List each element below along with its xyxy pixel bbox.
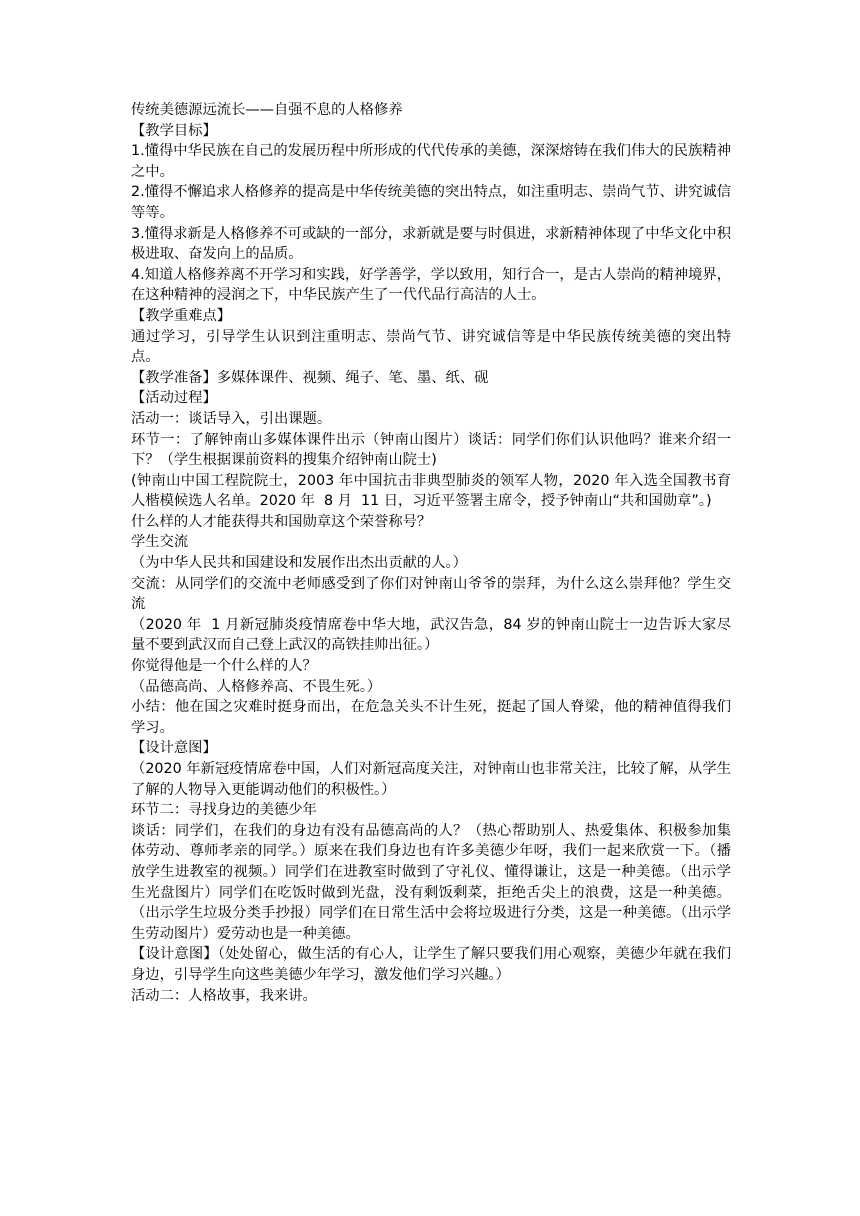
activity-2: 活动二：人格故事，我来讲。 — [131, 987, 317, 1004]
key-points-text: 通过学习，引导学生认识到注重明志、崇尚气节、讲究诚信等是中华民族传统美德的突出特点。 — [131, 328, 731, 366]
answer-1: （为中华人民共和国建设和发展作出杰出贡献的人。） — [131, 555, 467, 572]
design-heading-1: 【设计意图】 — [131, 740, 217, 757]
goal-item-4: 4.知道人格修养离不开学习和实践，好学善学，学以致用，知行合一，是古人崇尚的精神境界，在这种精神的浸润之下，中华民族产生了一代代品行高洁的人士。 — [131, 266, 731, 304]
goal-item-3: 3.懂得求新是人格修养不可或缺的一部分，求新就是要与时俱进，求新精神体现了中华文化中积极进取、奋发向上的品质。 — [131, 225, 731, 263]
step-2-text: 谈话：同学们，在我们的身边有没有品德高尚的人？（热心帮助别人、热爱集体、积极参加集体劳动、尊师孝亲的同学。）原来在我们身边也有许多美德少年呀，我们一起来欣赏一下。（播放学生进教室的视频。）同学们在进教室时做到了守礼仪、懂得谦让，这是一种美德。（出示学生光盘图片）同学们在吃饭时做到光盘，没有剩饭剩菜，拒绝舌尖上的浪费，这是一种美德。（出示学生垃圾分类手抄报）同学们在日常生活中会将垃圾进行分类，这是一种美德。（出示学生劳动图片）爱劳动也是一种美德。 — [131, 822, 731, 942]
exchange-2: 交流：从同学们的交流中老师感受到了你们对钟南山爷爷的崇拜，为什么这么崇拜他？学生交流 — [131, 575, 731, 613]
key-points-heading: 【教学重难点】 — [131, 307, 232, 324]
question-2: 你觉得他是一个什么样的人？ — [131, 658, 317, 675]
answer-2: （2020 年 1 月新冠肺炎疫情席卷中华大地，武汉告急，84 岁的钟南山院士一边告诉大家尽量不要到武汉而自己登上武汉的高铁挂帅出征。） — [131, 616, 731, 654]
document-page — [131, 100, 731, 1006]
preparation-line: 【教学准备】多媒体课件、视频、绳子、笔、墨、纸、砚 — [131, 369, 489, 386]
design-text-1: （2020 年新冠疫情席卷中国，人们对新冠高度关注，对钟南山也非常关注，比较了解，从学生了解的人物导入更能调动他们的积极性。） — [131, 761, 731, 798]
goal-item-1: 1.懂得中华民族在自己的发展历程中所形成的代代传承的美德，深深熔铸在我们伟大的民族精神之中。 — [131, 143, 731, 180]
document-title: 传统美德源远流长——自强不息的人格修养 — [131, 102, 403, 118]
zhong-bio: (钟南山中国工程院院士，2003 年中国抗击非典型肺炎的领军人物，2020 年入选全国教书育人楷模候选人名单。2020 年 8 月 11 日，习近平签署主席令，授予钟南山“共和国勋章”。) — [131, 472, 731, 510]
goals-heading: 【教学目标】 — [131, 122, 217, 139]
process-heading: 【活动过程】 — [131, 390, 217, 407]
answer-3: （品德高尚、人格修养高、不畏生死。） — [131, 678, 382, 695]
step-2: 环节二：寻找身边的美德少年 — [131, 802, 317, 819]
summary: 小结：他在国之灾难时挺身而出，在危急关头不计生死，挺起了国人脊梁，他的精神值得我们学习。 — [131, 699, 731, 736]
question-1: 什么样的人才能获得共和国勋章这个荣誉称号？ — [131, 513, 432, 530]
design-2: 【设计意图】（处处留心，做生活的有心人，让学生了解只要我们用心观察，美德少年就在我们身边，引导学生向这些美德少年学习，激发他们学习兴趣。） — [131, 946, 731, 983]
activity-1: 活动一：谈话导入，引出课题。 — [131, 410, 332, 427]
step-1: 环节一：了解钟南山多媒体课件出示（钟南山图片）谈话：同学们你们认识他吗？谁来介绍一下？（学生根据课前资料的搜集介绍钟南山院士) — [131, 431, 731, 469]
goal-item-2: 2.懂得不懈追求人格修养的提高是中华传统美德的突出特点，如注重明志、崇尚气节、讲究诚信等等。 — [131, 184, 731, 221]
student-exchange: 学生交流 — [131, 534, 189, 551]
